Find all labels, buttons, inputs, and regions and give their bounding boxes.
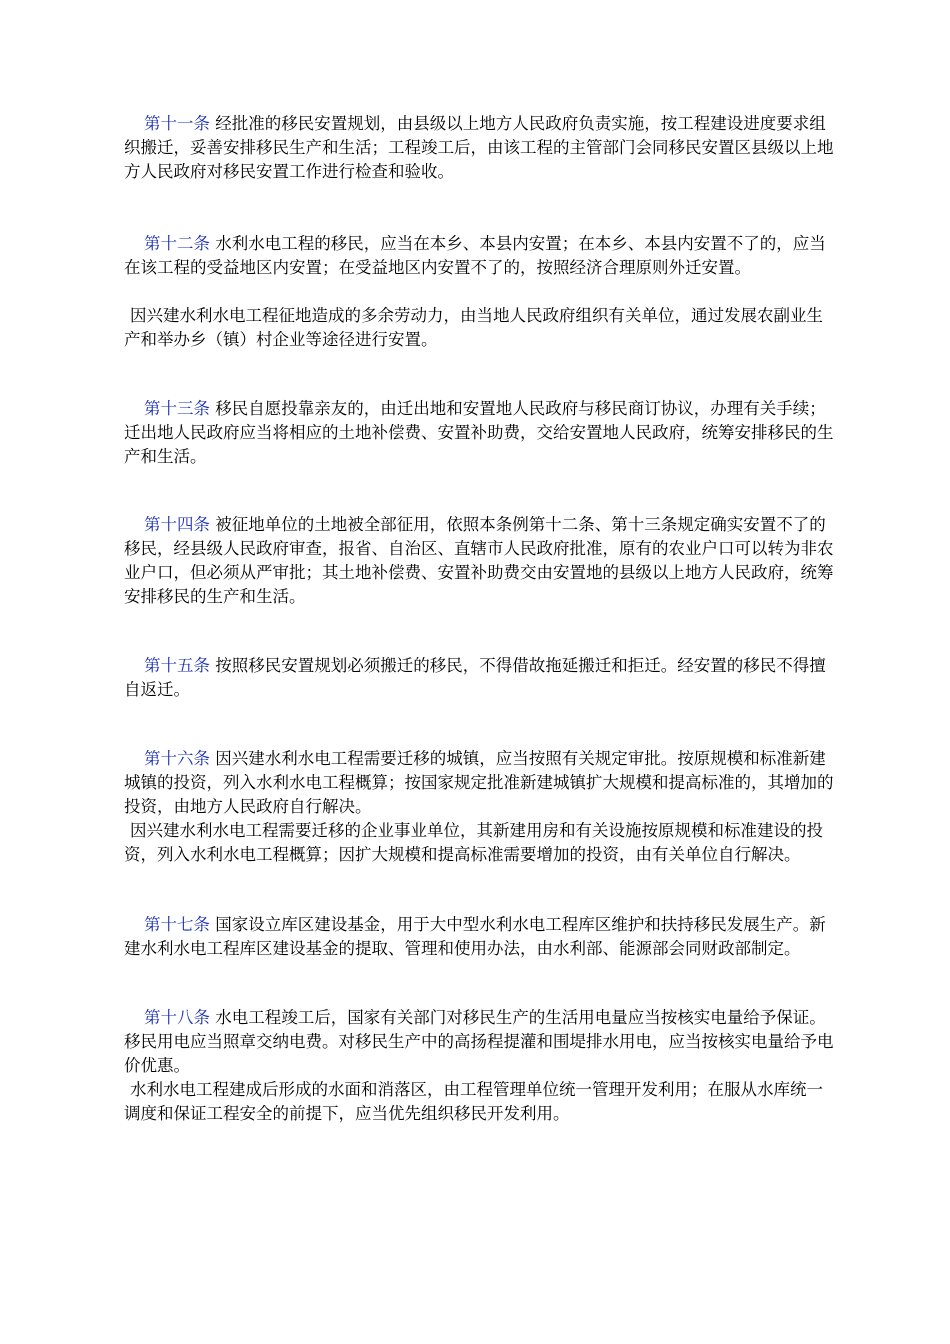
article-18-paragraph-2: 水利水电工程建成后形成的水面和消落区，由工程管理单位统一管理开发利用；在服从水库统一调度和保证工程安全的前提下，应当优先组织移民开发利用。 [124,1080,823,1123]
article-14 [124,513,837,609]
article-11-text: 经批准的移民安置规划，由县级以上地方人民政府负责实施，按工程建设进度要求组织搬迁，妥善安排移民生产和生活；工程竣工后，由该工程的主管部门会同移民安置区县级以上地方人民政府对移民安置工作进行检查和验收。 [124,114,834,181]
article-16 [124,747,837,819]
article-17-link[interactable]: 第十七条 [144,915,210,934]
article-11-link[interactable]: 第十一条 [144,114,210,133]
article-15-link[interactable]: 第十五条 [144,656,210,675]
article-16-paragraph-2: 因兴建水利水电工程需要迁移的企业事业单位，其新建用房和有关设施按原规模和标准建设的投资，列入水利水电工程概算；因扩大规模和提高标准需要增加的投资，由有关单位自行解决。 [124,821,823,864]
article-12-paragraph-2: 因兴建水利水电工程征地造成的多余劳动力，由当地人民政府组织有关单位，通过发展农副业生产和举办乡（镇）村企业等途径进行安置。 [124,306,823,349]
article-12-link[interactable]: 第十二条 [144,234,210,253]
article-16-link[interactable]: 第十六条 [144,749,210,768]
article-13-link[interactable]: 第十三条 [144,399,210,418]
article-17-text: 国家设立库区建设基金，用于大中型水利水电工程库区维护和扶持移民发展生产。新建水利水电工程库区建设基金的提取、管理和使用办法，由水利部、能源部会同财政部制定。 [124,915,826,958]
article-13-text: 移民自愿投靠亲友的，由迁出地和安置地人民政府与移民商订协议，办理有关手续；迁出地人民政府应当将相应的土地补偿费、安置补助费，交给安置地人民政府，统筹安排移民的生产和生活。 [124,399,834,466]
article-12 [124,232,837,280]
article-15-text: 按照移民安置规划必须搬迁的移民，不得借故拖延搬迁和拒迁。经安置的移民不得擅自返迁。 [124,656,826,699]
article-12-text: 水利水电工程的移民，应当在本乡、本县内安置；在本乡、本县内安置不了的，应当在该工程的受益地区内安置；在受益地区内安置不了的，按照经济合理原则外迁安置。 [124,234,826,277]
article-15 [124,654,837,702]
article-18-text: 水电工程竣工后，国家有关部门对移民生产的生活用电量应当按核实电量给予保证。移民用电应当照章交纳电费。对移民生产中的高扬程提灌和围堤排水用电，应当按核实电量给予电价优惠。 [124,1008,834,1075]
article-18 [124,1006,837,1078]
article-13 [124,397,837,469]
article-18-link[interactable]: 第十八条 [144,1008,210,1027]
article-14-text: 被征地单位的土地被全部征用，依照本条例第十二条、第十三条规定确实安置不了的移民，经县级人民政府审查，报省、自治区、直辖市人民政府批准，原有的农业户口可以转为非农业户口，但必须从严审批；其土地补偿费、安置补助费交由安置地的县级以上地方人民政府，统筹安排移民的生产和生活。 [124,515,834,606]
article-17 [124,913,837,961]
article-16-text: 因兴建水利水电工程需要迁移的城镇，应当按照有关规定审批。按原规模和标准新建城镇的投资，列入水利水电工程概算；按国家规定批准新建城镇扩大规模和提高标准的，其增加的投资，由地方人民政府自行解决。 [124,749,834,816]
article-14-link[interactable]: 第十四条 [144,515,210,534]
document-body [124,112,837,1126]
article-11 [124,112,837,184]
